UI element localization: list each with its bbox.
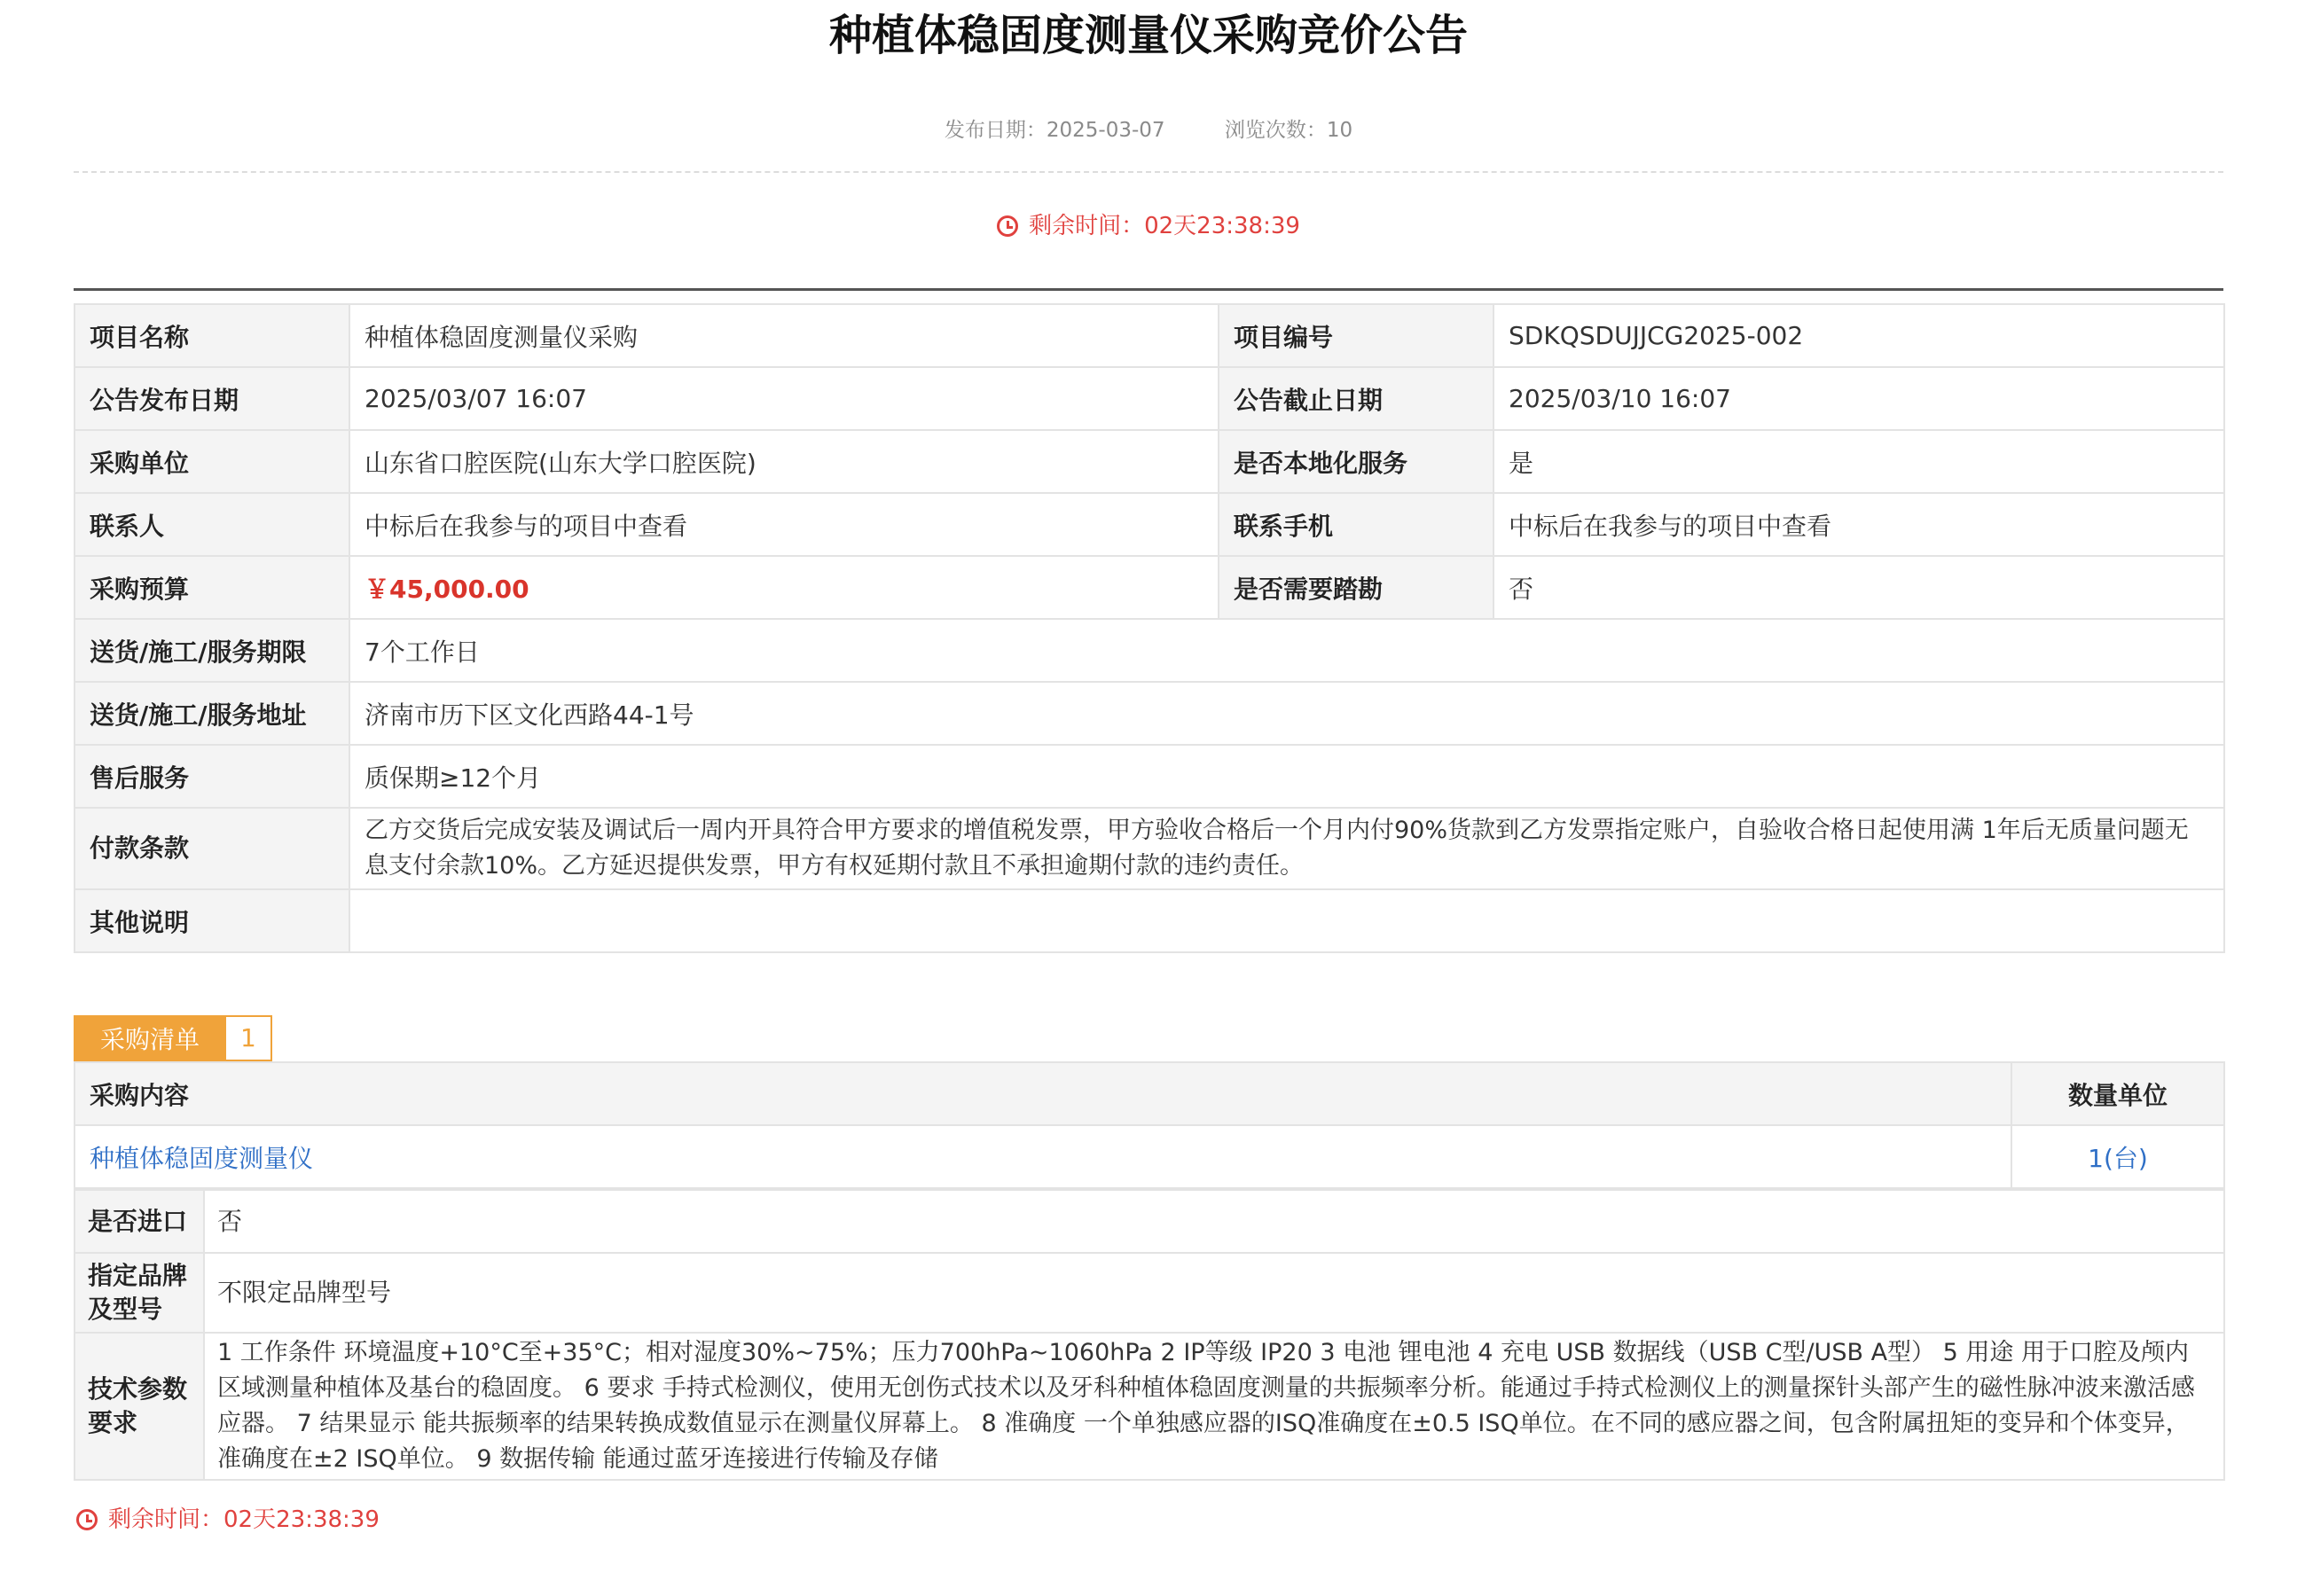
table-row [74,430,2224,493]
publish-date-row-value: 2025/03/07 16:07 [349,367,1219,430]
publish-date-info [945,119,1165,142]
contact-value: 中标后在我参与的项目中查看 [349,493,1219,556]
table-row [74,889,2224,952]
table-header-row [74,1062,2224,1125]
address-label: 送货/施工/服务地址 [74,682,349,745]
import-value: 否 [204,1190,2224,1253]
countdown-bottom [76,1504,2297,1536]
other-label: 其他说明 [74,889,349,952]
table-row [74,493,2224,556]
other-value [349,889,2224,952]
procurement-list-tabs [74,1015,2223,1061]
budget-label: 采购预算 [74,556,349,619]
contact-label: 联系人 [74,493,349,556]
period-value: 7个工作日 [349,619,2224,682]
table-row [74,1125,2224,1188]
project-name-value: 种植体稳固度测量仪采购 [349,304,1219,367]
tab-procurement-list[interactable]: 采购清单 [74,1015,226,1061]
table-row [74,1253,2224,1333]
tab-count-badge[interactable]: 1 [226,1015,272,1061]
item-detail-table [74,1189,2225,1481]
project-no-label: 项目编号 [1219,304,1493,367]
payment-label: 付款条款 [74,808,349,889]
countdown-label-bottom: 剩余时间： [108,1506,224,1533]
table-row [74,1333,2224,1480]
brand-value: 不限定品牌型号 [204,1253,2224,1333]
procurement-items-table [74,1061,2225,1189]
countdown-value-bottom: 02天23:38:39 [223,1506,380,1533]
project-name-label: 项目名称 [74,304,349,367]
local-service-label: 是否本地化服务 [1219,430,1493,493]
alarm-clock-icon [76,1509,98,1530]
table-row [74,1190,2224,1253]
section-divider [74,288,2223,291]
table-row [74,367,2224,430]
spec-label: 技术参数要求 [74,1333,204,1480]
item-name-link[interactable]: 种植体稳固度测量仪 [74,1125,2011,1188]
item-qty[interactable]: 1(台) [2011,1125,2224,1188]
period-label: 送货/施工/服务期限 [74,619,349,682]
page-title: 种植体稳固度测量仪采购竞价公告 [828,11,1468,60]
after-sales-value: 质保期≥12个月 [349,745,2224,808]
countdown-top [0,210,2297,242]
survey-value: 否 [1493,556,2224,619]
budget-value: ￥45,000.00 [349,556,1219,619]
meta-info [0,113,2297,149]
deadline-value: 2025/03/10 16:07 [1493,367,2224,430]
after-sales-label: 售后服务 [74,745,349,808]
countdown-label: 剩余时间： [1029,213,1145,239]
import-label: 是否进口 [74,1190,204,1253]
project-no-value: SDKQSDUJJCG2025-002 [1493,304,2224,367]
views-count: 10 [1326,119,1353,142]
table-row [74,619,2224,682]
address-value: 济南市历下区文化西路44-1号 [349,682,2224,745]
col-content-header: 采购内容 [74,1062,2011,1125]
project-info-table [74,303,2225,953]
buyer-value: 山东省口腔医院(山东大学口腔医院) [349,430,1219,493]
table-row [74,556,2224,619]
publish-date-row-label: 公告发布日期 [74,367,349,430]
brand-label: 指定品牌及型号 [74,1253,204,1333]
publish-date-value: 2025-03-07 [1046,119,1165,142]
dashed-divider [74,171,2223,173]
local-service-value: 是 [1493,430,2224,493]
alarm-clock-icon [997,215,1018,237]
table-row [74,682,2224,745]
buyer-label: 采购单位 [74,430,349,493]
views-info [1225,119,1352,142]
table-row [74,304,2224,367]
payment-value: 乙方交货后完成安装及调试后一周内开具符合甲方要求的增值税发票，甲方验收合格后一个月内付90%货款到乙方发票指定账户，自验收合格日起使用满 1年后无质量问题无息支付余款10%。乙方延迟提供发票，甲方有权延期付款且不承担逾期付款的违约责任。 [349,808,2224,889]
spec-value: 1 工作条件 环境温度+10°C至+35°C；相对湿度30%~75%；压力700hPa~1060hPa 2 IP等级 IP20 3 电池 锂电池 4 充电 USB 数据线（USB C型/USB A型） 5 用途 用于口腔及颅内区域测量种植体及基台的稳固度。 6 要求 手持式检测仪，使用无创伤式技术以及牙科种植体稳固度测量的共振频率分析。能通过手持式检测仪上的测量探针头部产生的磁性脉冲波来激活感应器。 7 结果显示 能共振频率的结果转换成数值显示在测量仪屏幕上。 8 准确度 一个单独感应器的ISQ准确度在±0.5 ISQ单位。在不同的感应器之间，包含附属扭矩的变异和个体变异，准确度在±2 ISQ单位。 9 数据传输 能通过蓝牙连接进行传输及存储 [204,1333,2224,1480]
phone-label: 联系手机 [1219,493,1493,556]
col-qty-header: 数量单位 [2011,1062,2224,1125]
deadline-label: 公告截止日期 [1219,367,1493,430]
survey-label: 是否需要踏勘 [1219,556,1493,619]
publish-date-label: 发布日期： [944,119,1047,142]
countdown-value: 02天23:38:39 [1144,213,1300,239]
views-label: 浏览次数： [1224,119,1327,142]
table-row [74,808,2224,889]
phone-value: 中标后在我参与的项目中查看 [1493,493,2224,556]
table-row [74,745,2224,808]
